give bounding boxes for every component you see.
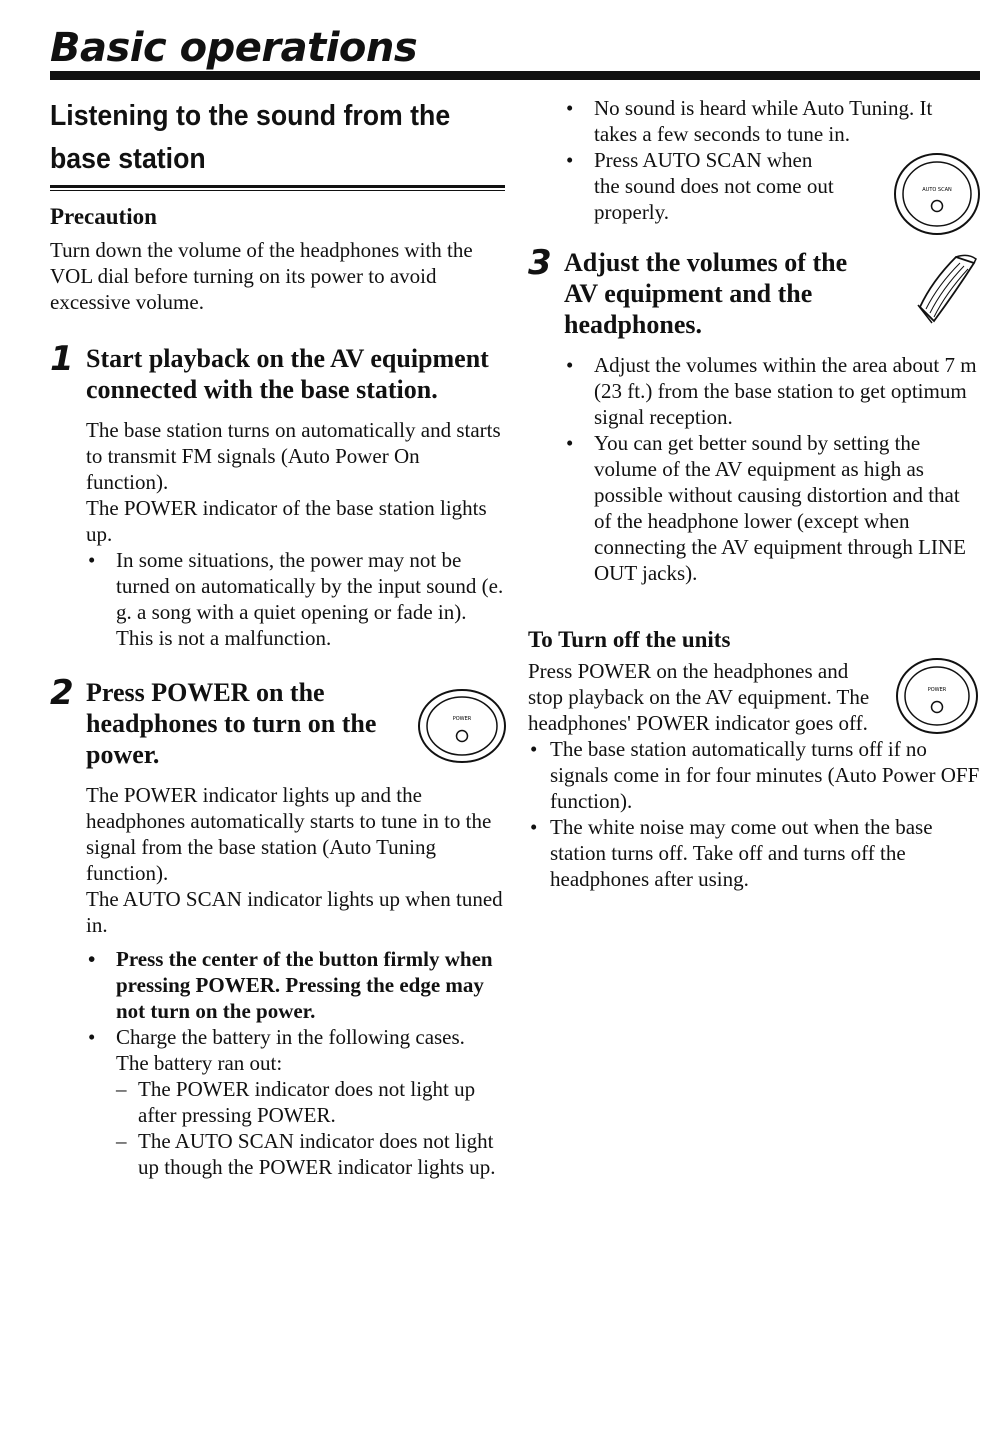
step-paragraph: The POWER indicator lights up and the headphones automatically starts to tune in to the signal from the base station (Auto Tuning function). xyxy=(86,783,492,885)
step-number: 3 xyxy=(528,243,552,283)
page-title: Basic operations xyxy=(50,25,418,71)
precaution-block xyxy=(50,203,505,315)
step-paragraph: The AUTO SCAN indicator lights up when tuned in. xyxy=(86,887,503,937)
step-body xyxy=(564,352,980,586)
left-column xyxy=(50,95,505,1180)
step-3 xyxy=(528,243,980,586)
step-title: Press POWER on the headphones to turn on the power. xyxy=(86,678,377,769)
turn-off-heading: To Turn off the units xyxy=(528,627,731,652)
bullet-list xyxy=(564,352,980,586)
bullet-line: Charge the battery in the following cases. xyxy=(116,1025,465,1049)
dash-list xyxy=(116,1076,505,1180)
step-body xyxy=(86,782,505,1180)
power-button-icon xyxy=(416,687,508,765)
power-icon-label: POWER xyxy=(452,716,472,722)
bullet-item: • In some situations, the power may not be turned on automatically by the input sound (e. g. a song with a quiet opening or fade in). This is not a malfunction. xyxy=(86,547,505,651)
precaution-heading: Precaution xyxy=(50,204,157,229)
precaution-text: Turn down the volume of the headphones with the VOL dial before turning on its power to avoid excessive volume. xyxy=(50,238,473,314)
step-2 xyxy=(50,673,505,1180)
power-button-icon xyxy=(894,656,980,736)
bullet-item: • You can get better sound by setting the volume of the AV equipment as high as possible without causing distortion and that of the headphone lower (except when connecting the AV equipment through LINE OUT jacks). xyxy=(564,430,980,586)
dash-item: – The AUTO SCAN indicator does not light up though the POWER indicator lights up. xyxy=(116,1128,505,1180)
auto-scan-button-icon xyxy=(892,151,982,237)
step-title: Start playback on the AV equipment connected with the base station. xyxy=(86,344,489,404)
turn-off-text: Press POWER on the headphones and stop playback on the AV equipment. The headphones' POWER indicator goes off. xyxy=(528,659,870,735)
bullet-list xyxy=(86,547,505,651)
step-title: Adjust the volumes of the AV equipment and the headphones. xyxy=(564,248,848,339)
auto-scan-icon-label: AUTO SCAN xyxy=(922,187,952,193)
step-paragraph: The POWER indicator of the base station lights up. xyxy=(86,496,487,546)
bullet-item xyxy=(86,1024,505,1180)
power-icon-label: POWER xyxy=(927,687,947,693)
right-column xyxy=(528,95,980,892)
section-rule xyxy=(50,185,505,191)
bullet-item: • The base station automatically turns off if no signals come in for four minutes (Auto Power OFF function). xyxy=(528,736,980,814)
step-paragraph: The base station turns on automatically and starts to transmit FM signals (Auto Power On function). xyxy=(86,418,501,494)
bullet-line: The battery ran out: xyxy=(116,1051,283,1075)
volume-dial-icon xyxy=(912,251,982,327)
bullet-list xyxy=(86,946,505,1180)
step-1 xyxy=(50,339,505,651)
bullet-item: • Adjust the volumes within the area about 7 m (23 ft.) from the base station to get optimum signal reception. xyxy=(564,352,980,430)
bullet-item: • No sound is heard while Auto Tuning. It takes a few seconds to tune in. xyxy=(564,95,980,147)
bullet-item: • Press AUTO SCAN when the sound does not come out properly. xyxy=(564,147,834,225)
title-rule xyxy=(50,71,980,80)
section-title: Listening to the sound from the base station xyxy=(50,100,451,175)
turn-off-block xyxy=(528,626,980,892)
step-number: 2 xyxy=(50,673,74,713)
dash-item: – The POWER indicator does not light up after pressing POWER. xyxy=(116,1076,505,1128)
bullet-list xyxy=(528,736,980,892)
bullet-item: • Press the center of the button firmly when pressing POWER. Pressing the edge may not turn on the power. xyxy=(86,946,505,1024)
step-number: 1 xyxy=(50,339,74,379)
bullet-item: • The white noise may come out when the base station turns off. Take off and turns off the headphones after using. xyxy=(528,814,980,892)
step-body xyxy=(86,417,505,651)
